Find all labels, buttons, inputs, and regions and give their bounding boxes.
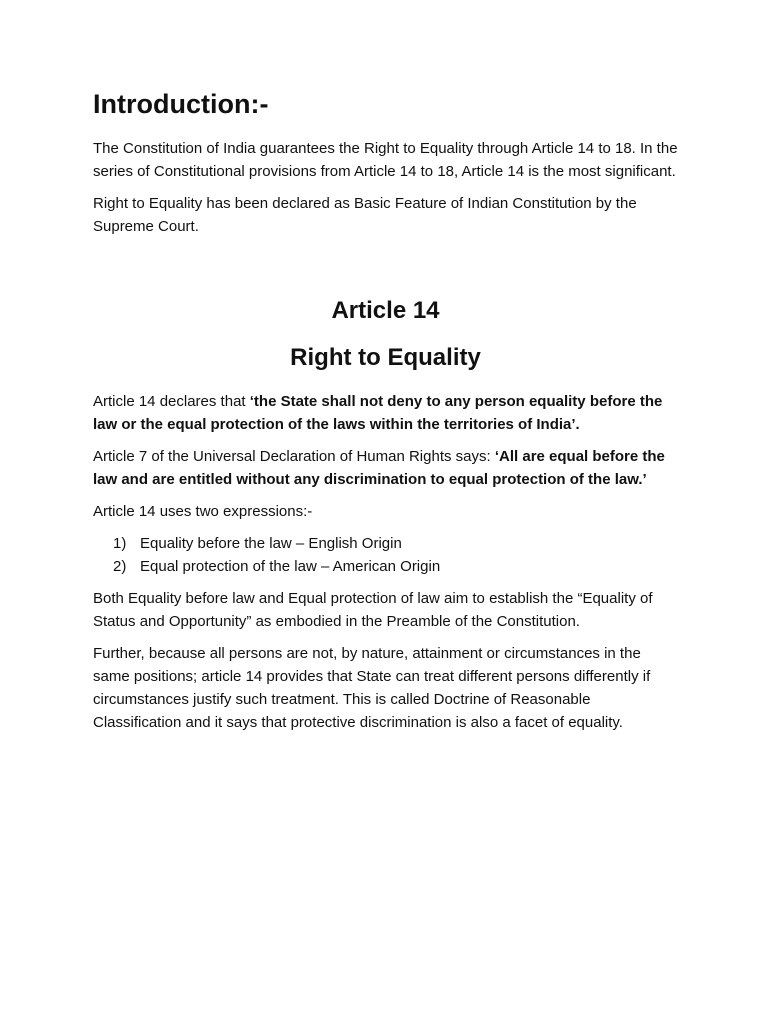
conclusion-paragraph-1: Both Equality before law and Equal protection of law aim to establish the “Equality of Status and Opportunity” as embodied in the Preamble of the Constitution. bbox=[93, 590, 653, 630]
list-item-number: 2) bbox=[113, 558, 127, 575]
expressions-intro: Article 14 uses two expressions:- bbox=[93, 503, 313, 520]
intro-paragraph-1: The Constitution of India guarantees the Right to Equality through Article 14 to 18. In the series of Constitutional provisions from Article 14 to 18, Article 14 is the most significant. bbox=[93, 140, 678, 180]
udhr-quote: ‘All are equal before the law and are entitled without any discrimination to equal protection of the law.’ bbox=[93, 448, 665, 488]
conclusion-paragraph-2: Further, because all persons are not, by nature, attainment or circumstances in the same positions; article 14 provides that State can treat different persons differently if circumstances justify such treatment. This is called Doctrine of Reasonable Classification and it says that protective discrimination is also a facet of equality. bbox=[93, 645, 651, 731]
intro-paragraph-2: Right to Equality has been declared as Basic Feature of Indian Constitution by the Supreme Court. bbox=[93, 195, 637, 235]
expressions-list bbox=[93, 532, 678, 578]
udhr-article-7 bbox=[93, 445, 678, 491]
introduction-heading: Introduction:- bbox=[93, 89, 269, 119]
article-14-declaration bbox=[93, 390, 678, 436]
declaration-quote: ‘the State shall not deny to any person equality before the law or the equal protection of the laws within the territories of India’. bbox=[93, 393, 663, 433]
right-to-equality-title: Right to Equality bbox=[290, 344, 481, 371]
list-item bbox=[93, 555, 678, 578]
declaration-prefix: Article 14 declares that bbox=[93, 393, 250, 410]
list-item-number: 1) bbox=[113, 535, 127, 552]
document-page bbox=[93, 84, 678, 743]
list-item-text: Equality before the law – English Origin bbox=[140, 535, 402, 552]
article-14-title: Article 14 bbox=[331, 297, 440, 324]
udhr-prefix: Article 7 of the Universal Declaration of Human Rights says: bbox=[93, 448, 495, 465]
list-item-text: Equal protection of the law – American Origin bbox=[140, 558, 441, 575]
list-item bbox=[93, 532, 678, 555]
